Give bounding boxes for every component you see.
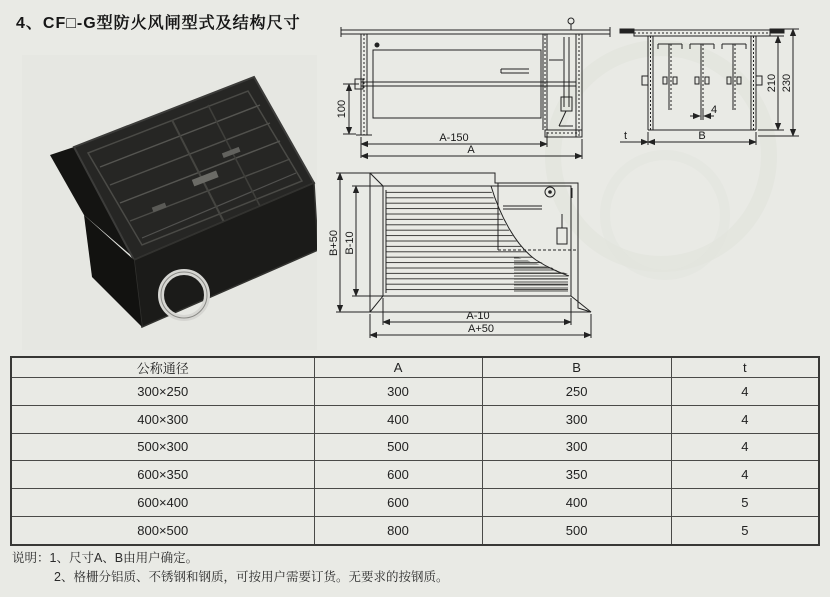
side-view-drawing	[333, 12, 618, 162]
dim-label-t: t	[624, 130, 628, 142]
dim-label-a: A	[467, 144, 475, 156]
table-cell: 500×300	[11, 433, 314, 461]
footnote-prefix: 说明：	[12, 551, 50, 565]
table-row	[11, 405, 819, 433]
table-cell: 500	[314, 433, 482, 461]
table-cell: 5	[671, 489, 819, 517]
table-cell: 400×300	[11, 405, 314, 433]
table-cell: 600×400	[11, 489, 314, 517]
table-cell: 600×350	[11, 461, 314, 489]
footnote-line-1	[12, 549, 448, 568]
plan-view-drawing	[328, 158, 623, 350]
dim-label-b-plus-50: B+50	[328, 230, 340, 256]
table-cell: 500	[482, 516, 671, 545]
table-cell: 350	[482, 461, 671, 489]
dim-label-4: 4	[711, 104, 718, 116]
page-title: 4、CF□-G型防火风闸型式及结构尺寸	[16, 15, 301, 32]
footnote-text-2: 2、格栅分铝质、不锈钢和钢质，可按用户需要订货。无要求的按钢质。	[54, 570, 449, 584]
table-cell: 300	[482, 433, 671, 461]
table-cell: 5	[671, 516, 819, 545]
table-cell: 4	[671, 433, 819, 461]
end-view-drawing	[612, 12, 817, 162]
end-view-linework	[620, 29, 784, 130]
footnotes	[12, 549, 448, 587]
table-header-t: t	[671, 357, 819, 378]
table-cell: 250	[482, 378, 671, 406]
dim-label-a-plus-50: A+50	[468, 323, 494, 335]
plan-view-linework	[370, 173, 591, 312]
dim-label-210: 210	[766, 73, 778, 93]
table-cell: 600	[314, 461, 482, 489]
dim-label-230: 230	[781, 73, 793, 93]
table-cell: 4	[671, 461, 819, 489]
footnote-text-1: 1、尺寸A、B由用户确定。	[49, 551, 199, 565]
table-cell: 300	[314, 378, 482, 406]
side-view-dimensions	[343, 84, 582, 159]
product-photo	[22, 55, 317, 350]
table-row	[11, 516, 819, 545]
table-cell: 400	[482, 489, 671, 517]
table-cell: 600	[314, 489, 482, 517]
table-cell: 400	[314, 405, 482, 433]
dimension-table	[10, 356, 820, 546]
table-row	[11, 433, 819, 461]
dim-label-100: 100	[336, 99, 348, 119]
table-header-row	[11, 357, 819, 378]
table-cell: 4	[671, 378, 819, 406]
table-row	[11, 461, 819, 489]
table-cell: 300×250	[11, 378, 314, 406]
table-cell: 800×500	[11, 516, 314, 545]
table-row	[11, 378, 819, 406]
table-header-a: A	[314, 357, 482, 378]
side-view-linework	[341, 18, 610, 137]
dim-label-b-minus-10: B-10	[344, 231, 356, 255]
table-cell: 4	[671, 405, 819, 433]
table-row	[11, 489, 819, 517]
dim-label-b: B	[698, 130, 706, 142]
dim-label-a-minus-10: A-10	[466, 310, 490, 322]
table-header-nominal-size: 公称通径	[11, 357, 314, 378]
footnote-line-2	[12, 568, 448, 587]
table-cell: 300	[482, 405, 671, 433]
table-header-b: B	[482, 357, 671, 378]
table-cell: 800	[314, 516, 482, 545]
dim-label-a-150: A-150	[439, 132, 469, 144]
